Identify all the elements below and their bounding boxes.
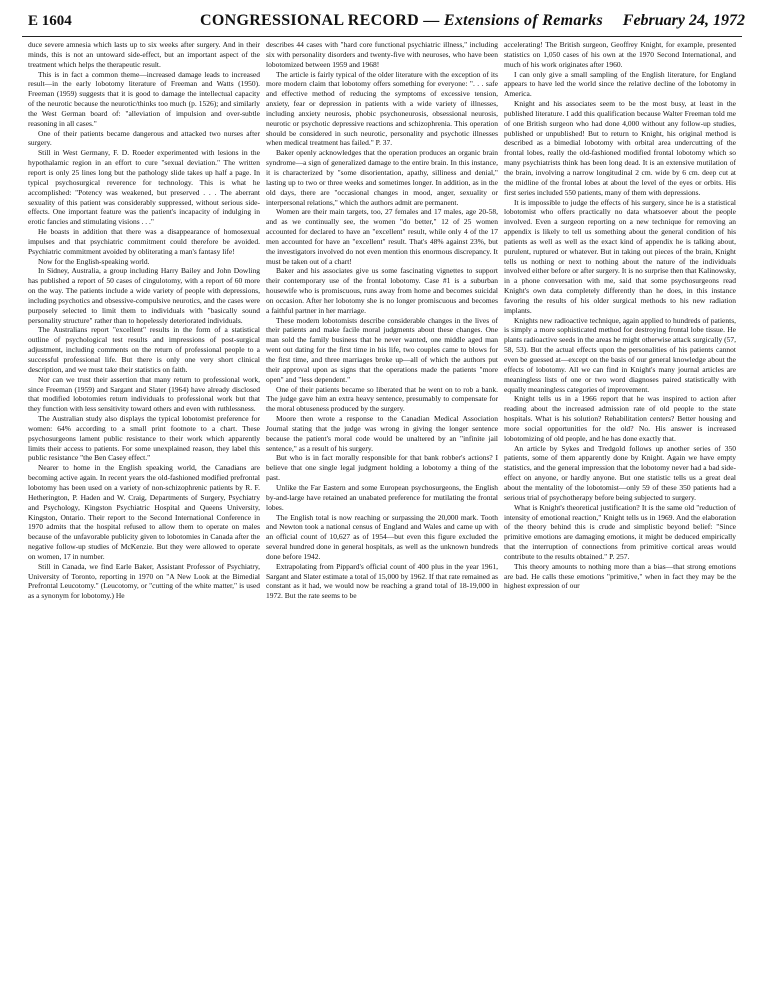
paragraph: This is in fact a common theme—increased damage leads to increased result—in the early lobotomy literature of Freeman and Watts (1950). Freeman (1959) suggests that it is good to damage the intellectual capacity of the neurotic because the neurotic/thinks too much (p. 1526); and similarly the West German board of: "alleviation of impulsion and over-subtle reasoning in all cases." <box>28 69 260 128</box>
paragraph: In Sidney, Australia, a group including Harry Bailey and John Dowling has published a report of 50 cases of cingulotomy, with a report of 60 more on the way. The patients include a wide variety of people with depressions, including psychotics and obsessive-compulsive neurotics, and the cases were purposely selected to limit them to individuals with "basically sound personality structure" rather than to hopelessly deteriorated individuals. <box>28 266 260 325</box>
paragraph: Women are their main targets, too, 27 females and 17 males, age 20-58, and as we continually see, the women "do better," 12 of 25 women accounted for declared to have an "excellent" result, while only 4 of the 17 men accounted for have an "excellent" result. That's 48% against 23%, but the investigators involved do not even mention this enormous discrepancy. It must be taken out of a chart! <box>266 207 498 266</box>
page-header <box>20 10 745 34</box>
column-1 <box>28 40 260 985</box>
page-number: E 1604 <box>28 13 72 29</box>
header-rule <box>22 36 742 37</box>
paragraph: Knight and his associates seem to be the most busy, at least in the published literature. I add this qualification because Walter Freeman told me of one British surgeon who had done 4,000 without any follow-up studies, published or unpublished! But to return to Knight, his original method is described as a bimedial lobotomy with orbital area undercutting of the frontal lobes, really the old-fashioned modified frontal lobotomy which so many psychiatrists think has been long dead. It is an extensive mutilation of the brain, involving a narrow longitudinal 2 cm. wide by 6 cm. deep cut at the midline of the frontal lobes at about the level of the eyes or orbits. His first series included 550 patients, many of them with depressions. <box>504 99 736 197</box>
paragraph: Now for the English-speaking world. <box>38 256 150 266</box>
section-name: Extensions of Remarks <box>443 12 604 29</box>
paragraph: An article by Sykes and Tredgold follows up another series of 350 patients, some of them apparently done by Knight. Again we have empty statistics, and the general impression that the lobotomy never had a bad side-effect on anyone, or hardly anyone. But one statistic tells us a great deal about the mentality of the lobotomist—only 59 of these 350 patients had a serious trial of psychotherapy before being subjected to surgery. <box>504 443 736 502</box>
paragraph: Baker openly acknowledges that the operation produces an organic brain syndrome—a sign of generalized damage to the entire brain. In this instance, it is characterized by "some disorientation, apathy, silliness and denial," lasting up to two or three weeks and sometimes longer. In addition, as in the old days, there are "occasional changes in mood, anger, sexuality or interpersonal relations," which the authors admit are permanent. <box>266 148 498 207</box>
paragraph: The article is fairly typical of the older literature with the exception of its more modern claim that lobotomy offers something for everyone: ". . . safe and effective method of reducing the symptoms of excessive tension, anxiety, fear or depression in patients with a wide variety of illnesses, including anxiety neurosis, phobic psychoneurosis, obsessional neurosis, neurotic or psychotic depressive reactions and schizophrenia. This operation should be considered in such neurotic, personality and psychotic illnesses when medical treatment has failed." P. 37. <box>266 69 498 148</box>
paragraph: He boasts in addition that there was a disappearance of homosexual impulses and that psychiatric commitment could therefore be avoided. Psychiatric commitment avoided by obliterating a man's fantasy life! <box>28 227 260 256</box>
paragraph: The English total is now reaching or surpassing the 20,000 mark. Tooth and Newton took a national census of England and Wales and came up with an official count of 10,627 as of 1954—but even this figure excluded the several hundred done in general hospitals, as well as the unknown hundreds done before 1942. <box>266 512 498 561</box>
publication-name: CONGRESSIONAL RECORD <box>200 12 419 29</box>
paragraph: Moore then wrote a response to the Canadian Medical Association Journal stating that the judge was wrong in giving the longer sentence because the patient's moral code would be unaltered by an "infinite jail sentence," as a result of his surgery. <box>266 414 498 453</box>
issue-date: February 24, 1972 <box>622 12 745 29</box>
paragraph: These modern lobotomists describe considerable changes in the lives of their patients and make facile moral judgments about these changes. One man sold the family business that he never wanted, one middle aged man went out dating for the first time in his life, two couples came to blows for the first time, and three marriages broke up—all of which the authors put their approval upon as signs that the operations made the patients "more open" and "less dependent." <box>266 315 498 384</box>
paragraph: But who is in fact morally responsible for that bank robber's actions? I believe that one single legal judgment holding a lobotomy a thing of the past. <box>266 453 498 483</box>
paragraph: Nor can we trust their assertion that many return to professional work, since Freeman (1959) and Sargant and Slater (1964) have already disclosed that modified lobotomies return individuals to professional work but that they function with less sensitivity toward others and even with ruthlessness. <box>28 374 260 414</box>
paragraph: Still in Canada, we find Earle Baker, Assistant Professor of Psychiatry, University of Toronto, reporting in 1970 on "A New Look at the Bimedial Prefrontal Leucotomy." (Leucotomy, or "cutting of the white matter," is used as a synonym for lobotomy.) He <box>28 561 260 601</box>
paragraph: Knights new radioactive technique, again applied to hundreds of patients, is simply a more sophisticated method for destroying frontal lobe tissue. He plants radioactive seeds in the areas he might otherwise attack surgically (57, 58, 53). But the actual effects upon the personalities of his patients cannot even be guessed at—except on the basis of our general knowledge about the effects of lobotomy. All we can find in Knight's many journal articles are meaningless lists of one or two word diagnoses paired statistically with equally meaningless categories of improvement. <box>504 315 736 394</box>
paragraph: Baker and his associates give us some fascinating vignettes to support their contemporary use of the frontal lobotomy. Case #1 is a suburban housewife who is promiscuous, runs away from home and becomes suicidal on occasion. After her lobotomy she is no longer promiscuous and becomes a faithful partner in her marriage. <box>266 266 498 315</box>
paragraph: Unlike the Far Eastern and some European psychosurgeons, the English by-and-large have retained an unabated preference for mutilating the frontal lobes. <box>266 482 498 512</box>
paragraph: One of their patients became dangerous and attacked two nurses after surgery. <box>28 128 260 148</box>
paragraph: I can only give a small sampling of the English literature, for England appears to have led the world since the relative decline of the lobotomy in America. <box>504 69 736 99</box>
paragraph: describes 44 cases with "hard core functional psychiatric illness," including six with personality disorders and twenty-five with neuroses, who have been lobotomized between 1959 and 1968! <box>266 40 498 69</box>
column-2 <box>266 40 498 985</box>
paragraph: This theory amounts to nothing more than a bias—that strong emotions are bad. He calls these emotions "primitive," when in fact they may be the highest expression of our <box>504 561 736 591</box>
paragraph: One of their patients became so liberated that he went on to rob a bank. The judge gave him an extra heavy sentence, presumably to compensate for the moral obtuseness produced by the surgery. <box>266 384 498 414</box>
paragraph: accelerating! The British surgeon, Geoffrey Knight, for example, presented statistics on 1,050 cases of his own at the 1970 Second International, and much of his work originates after 1960. <box>504 40 736 69</box>
paragraph: It is impossible to judge the effects of his surgery, since he is a statistical lobotomist who offers practically no data whatsoever about the people involved. Even a surgeon reporting on a new technique for removing an appendix is likely to tell us something about the general condition of his patients as well as well as the exact kind of appendix he is talking about, purulent, ruptured or whatever. But in taking out pieces of the brain, Knight tells us nothing or next to nothing about the nature of the individuals involved either before or after surgery. It is no surprise then that Kalinowsky, in a phone conversation with me, said that some psychosurgeons read Knight's own data completely differently than he does, in this instance favoring the results of his older surgical methods to his new radiation implants. <box>504 197 736 315</box>
paragraph: Knight tells us in a 1966 report that he was inspired to action after reading about the increased admission rate of old people to the state hospitals. What is his solution? Rehabilitation centers? Better housing and more social opportunities for the old? No. His answer is increased lobotomizing of old people, and he has done exactly that. <box>504 394 736 443</box>
paragraph: The Australian study also displays the typical lobotomist preference for women: 64% according to a small print footnote to a chart. These psychosurgeons lament public resistance to their work which apparently limits their access to patients. For some unexplained reason, they label this public resistance "the Ben Casey effect." <box>28 414 260 463</box>
title-separator: — <box>418 12 444 29</box>
paragraph: Nearer to home in the English speaking world, the Canadians are becoming active again. In recent years the old-fashioned modified prefrontal lobotomy has been used on a variety of non-schizophrenic patients by R. F. Hetherington, P. Haden and W. Craig, Departments of Surgery, Psychiatry and Psychology, Kingston Psychiatric Hospital and Queens University, Kingston, Ontario. Their report to the Second International Conference in 1970 admits that the hospital refused to allow them to operate on males because of the unfavorable publicity given to lobotomies in Canada after the negative follow-up studies of McKenzie. But they were allowed to operate on women, 17 in number. <box>28 463 260 561</box>
paragraph: The Australians report "excellent" results in the form of a statistical outline of psychological test results and impressions of post-surgical adjustment, including comments on the return of professional people to a successful professional life. But there is only one very short clinical description, and we must take their statistics on faith. <box>28 325 260 374</box>
paragraph: What is Knight's theoretical justification? It is the same old "reduction of intensity of emotional reaction," Knight tells us in 1969. And the elaboration of the theory behind this is crude and simplistic beyond belief: "Since primitive emotions are damaging emotions, it might be deduced empirically that the interruption of connections from primitive cortical areas would contribute to the results obtained." P. 257. <box>504 502 736 561</box>
paragraph: duce severe amnesia which lasts up to six weeks after surgery. And in their minds, this is not an untoward side-effect, but an important aspect of the treatment which helps the therapeutic result. <box>28 40 260 69</box>
paragraph: Still in West Germany, F. D. Roeder experimented with lesions in the hypothalamic region in an effort to cure "sexual deviation." The written report is only 25 lines long but the pathology slide takes up half a page. In typical psychosurgical reverence for technology. This is what he accomplished: "Potency was weakened, but preserved . . . The aberrant sexuality of this patient was considerably suppressed, without serious side-effects. One important feature was the patient's incapacity of indulging in erotic fancies and stimulating visions . . ." <box>28 148 260 227</box>
column-3 <box>504 40 736 985</box>
publication-title <box>200 12 603 30</box>
paragraph: Extrapolating from Pippard's official count of 400 plus in the year 1961, Sargant and Slater estimate a total of 15,000 by 1962. If that rate remained as constant as it had, we would now be reaching a grand total of 18-19,000 in 1972. But the rate seems to be <box>266 561 498 601</box>
